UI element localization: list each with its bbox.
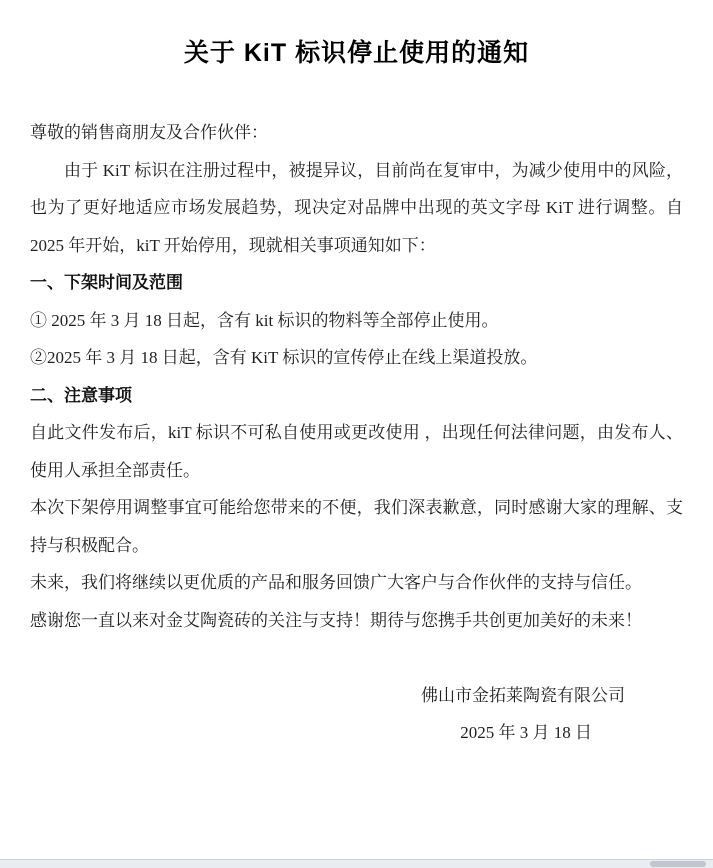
section2-paragraph-3: 未来，我们将继续以更优质的产品和服务回馈广大客户与合作伙伴的支持与信任。 [30, 573, 642, 592]
section1-item-1: ① 2025 年 3 月 18 日起，含有 kit 标识的物料等全部停止使用。 [30, 310, 499, 330]
section2-paragraph-1: 自此文件发布后，kiT 标识不可私自使用或更改使用 ，出现任何法律问题，由发布人、使用人承担全部责任。 [30, 423, 683, 480]
signature-date: 2025 年 3 月 18 日 [460, 723, 592, 742]
signature-company: 佛山市金拓莱陶瓷有限公司 [421, 685, 625, 705]
horizontal-scrollbar-thumb[interactable] [650, 861, 706, 867]
signature-block [30, 677, 683, 752]
section2-paragraph-4: 感谢您一直以来对金艾陶瓷砖的关注与支持！期待与您携手共创更加美好的未来！ [30, 610, 642, 630]
section2-heading: 二、注意事项 [30, 385, 132, 405]
document-title: 关于 KiT 标识停止使用的通知 [183, 39, 530, 67]
horizontal-scrollbar-track[interactable] [0, 859, 713, 868]
document-content [30, 36, 683, 752]
section1-heading: 一、下架时间及范围 [30, 273, 183, 292]
section1-item-2: ②2025 年 3 月 18 日起，含有 KiT 标识的宣传停止在线上渠道投放。 [30, 348, 538, 367]
salutation-line: 尊敬的销售商朋友及合作伙伴： [30, 123, 268, 142]
section2-paragraph-2: 本次下架停用调整事宜可能给您带来的不便，我们深表歉意，同时感谢大家的理解、支持与积极配合。 [30, 498, 683, 555]
intro-paragraph: 由于 KiT 标识在注册过程中，被提异议，目前尚在复审中，为减少使用中的风险，也为了更好地适应市场发展趋势，现决定对品牌中出现的英文字母 KiT 进行调整。自 2025 年开始，kiT 开始停用，现就相关事项通知如下： [30, 160, 683, 255]
